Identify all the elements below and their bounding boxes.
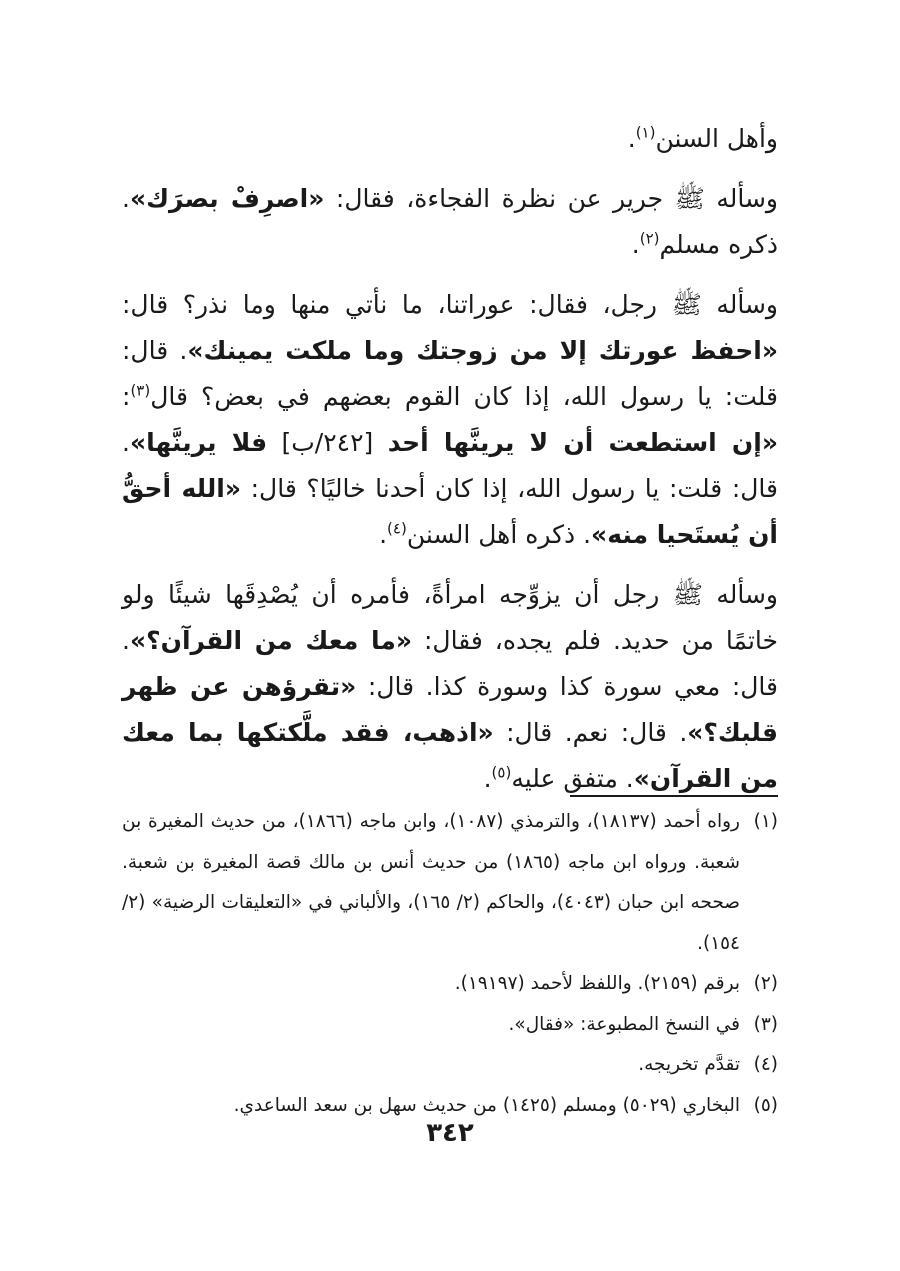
main-text — [122, 116, 778, 816]
text-run: . قال: معي سورة كذا وسورة كذا. قال: — [122, 626, 778, 701]
hadith-quote: فلا يرينَّها» — [129, 428, 268, 457]
paragraph-2 — [122, 176, 778, 268]
footnote-text: في النسخ المطبوعة: «فقال». — [508, 1013, 740, 1035]
footnote-number: (١) — [753, 811, 778, 832]
footnote-text: رواه أحمد (١٨١٣٧)، والترمذي (١٠٨٧)، وابن ماجه (١٨٦٦)، من حديث المغيرة بن شعبة. ورواه ابن ماجه (١٨٦٥) من حديث أنس بن مالك قصة المغيرة بن شعبة. صححه ابن حبان (٤٠٤٣)، والحاكم (٢/ ١٦٥)، والألباني في «التعليقات الرضية» (٢/ ١٥٤). — [122, 811, 741, 954]
manuscript-folio-mark: [٢٤٢/ب] — [267, 428, 388, 457]
footnote-ref-5[interactable]: (٥) — [491, 763, 512, 782]
paragraph-3 — [122, 282, 778, 558]
footnotes — [122, 802, 778, 1126]
footnote-ref-1[interactable]: (١) — [635, 123, 656, 142]
footnote-text: برقم (٢١٥٩). واللفظ لأحمد (١٩١٩٧). — [454, 973, 740, 994]
hadith-quote: «اذهب، فقد ملَّكتكها بما معك من القرآن» — [122, 718, 778, 793]
text-run: وسأله ﷺ رجل، فقال: عوراتنا، ما نأتي منها وما نذر؟ قال: — [122, 290, 778, 319]
footnote-text: تقدَّم تخريجه. — [638, 1054, 740, 1075]
footnote-3 — [122, 1005, 778, 1046]
footnote-ref-2[interactable]: (٢) — [639, 229, 660, 248]
hadith-quote: «احفظ عورتك إلا من زوجتك وما ملكت يمينك» — [187, 336, 778, 365]
footnote-4 — [122, 1045, 778, 1086]
text-run: . قال: نعم. قال: — [493, 718, 688, 747]
footnote-divider — [570, 795, 778, 797]
text-run: وسأله ﷺ رجل أن يزوِّجه امرأةً، فأمره أن يُصْدِقَها شيئًا ولو خاتمًا من حديد. فلم يجده، فقال: — [122, 580, 778, 655]
footnote-text: البخاري (٥٠٢٩) ومسلم (١٤٢٥) من حديث سهل بن سعد الساعدي. — [233, 1094, 740, 1116]
hadith-quote: «تقرؤهن عن ظهر قلبك؟» — [122, 672, 778, 747]
hadith-quote: «إن استطعت أن لا يرينَّها أحد — [387, 428, 778, 457]
text-run: . — [379, 520, 388, 549]
text-run: وأهل السنن — [655, 124, 778, 153]
text-run: . — [631, 230, 640, 259]
text-run: . — [483, 764, 492, 793]
text-run: . قال: قلت: يا رسول الله، إذا كان أحدنا خاليًا؟ قال: — [122, 428, 778, 503]
paragraph-4 — [122, 572, 778, 802]
footnote-2 — [122, 964, 778, 1005]
hadith-quote: «الله أحقُّ أن يُستَحيا منه» — [122, 474, 778, 549]
footnote-1 — [122, 802, 778, 964]
text-run: . ذكره مسلم — [122, 184, 778, 259]
footnote-ref-4[interactable]: (٤) — [387, 519, 407, 538]
paragraph-1 — [122, 116, 778, 162]
footnote-number: (٣) — [753, 1013, 778, 1035]
footnote-ref-3[interactable]: (٣) — [130, 381, 151, 400]
page-number: ٣٤٢ — [426, 1118, 474, 1148]
text-run: وسأله ﷺ جرير عن نظرة الفجاءة، فقال: — [324, 184, 778, 213]
text-run: . قال: قلت: يا رسول الله، إذا كان القوم بعضهم في بعض؟ قال — [122, 336, 778, 411]
text-run: . متفق عليه — [511, 764, 634, 793]
footnote-number: (٥) — [753, 1094, 778, 1116]
text-run: . ذكره أهل السنن — [406, 520, 592, 549]
footnote-number: (٤) — [753, 1054, 778, 1075]
hadith-quote: «اصرِفْ بصرَك» — [129, 184, 325, 213]
footnote-number: (٢) — [753, 973, 778, 994]
text-run: . — [627, 124, 636, 153]
hadith-quote: «ما معك من القرآن؟» — [129, 626, 413, 655]
text-run: : — [122, 382, 131, 411]
